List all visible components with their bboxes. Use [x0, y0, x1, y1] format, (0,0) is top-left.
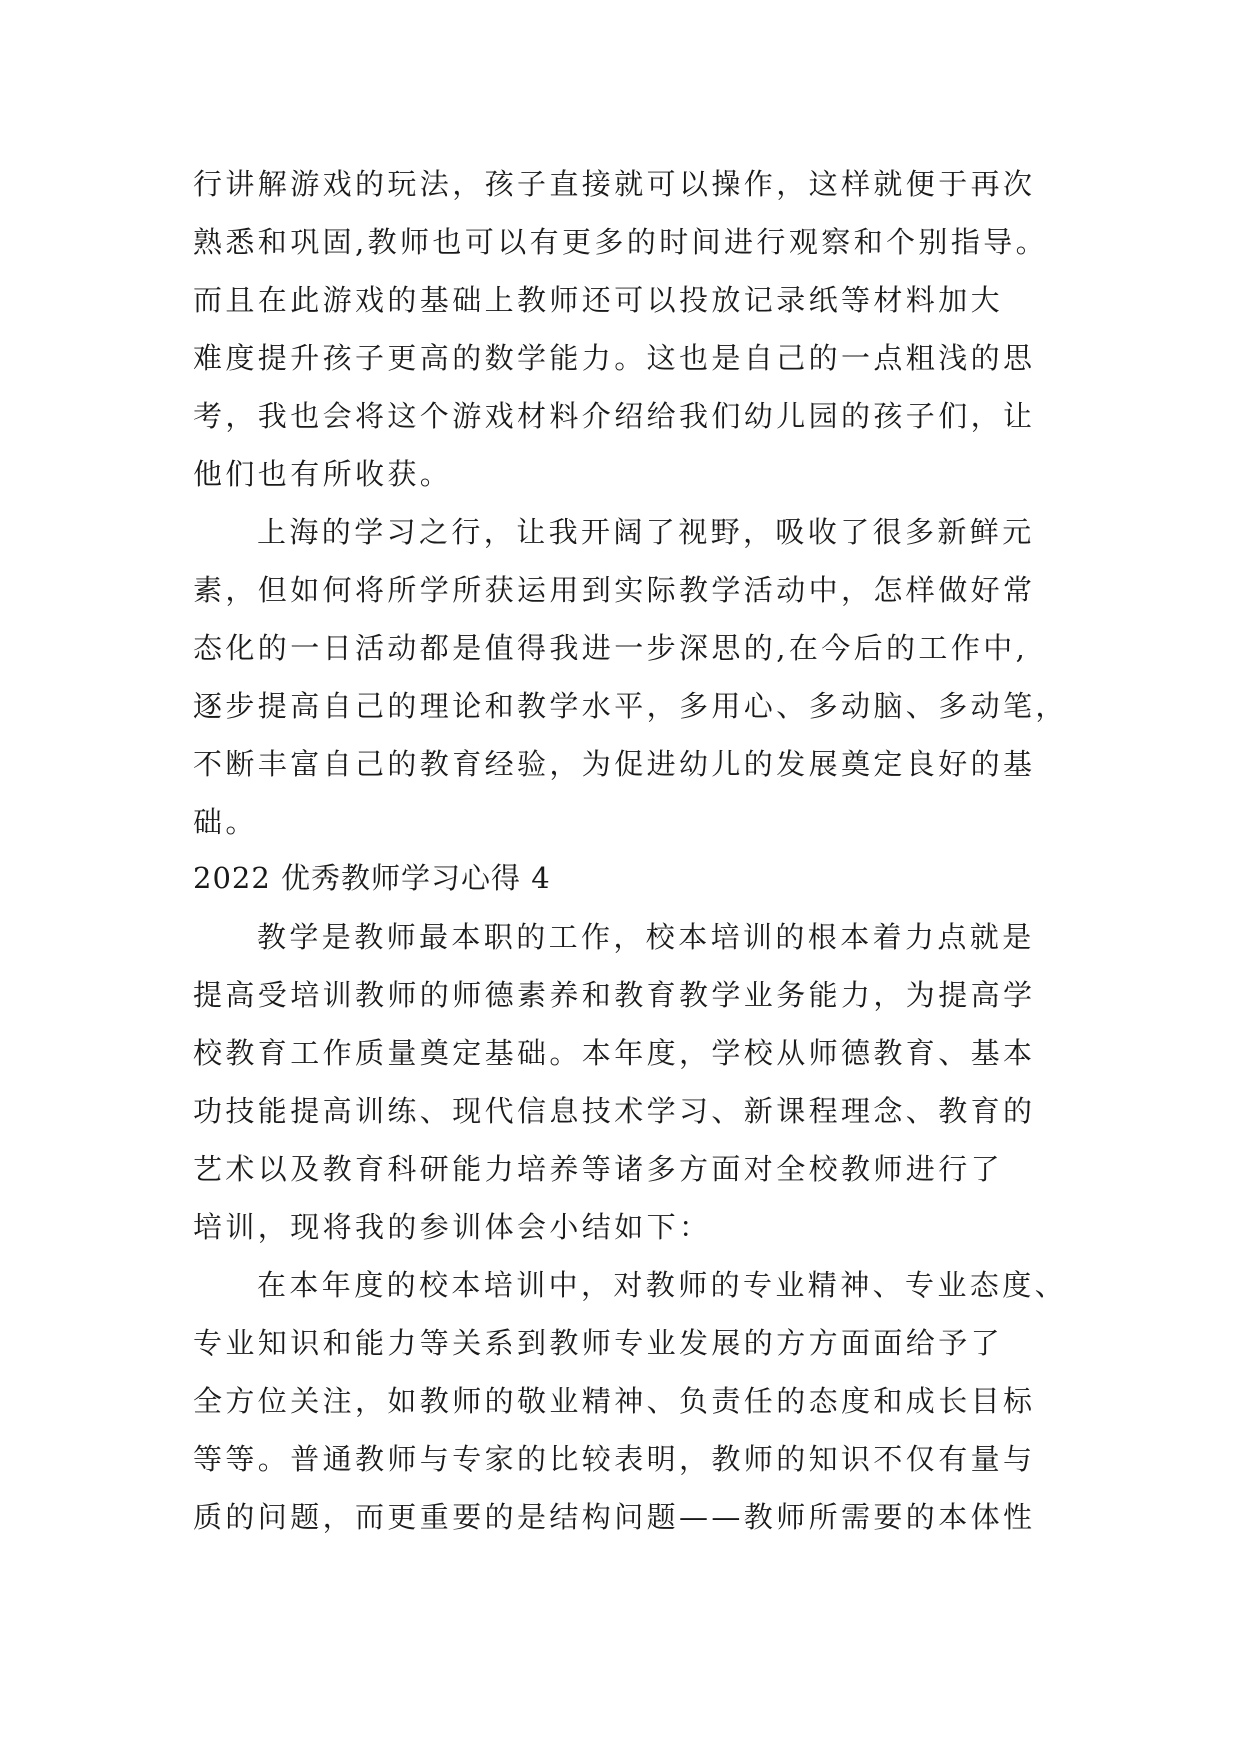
text-line: 上海的学习之行，让我开阔了视野，吸收了很多新鲜元 [257, 515, 1035, 549]
text-line: 专业知识和能力等关系到教师专业发展的方方面面给予了 [193, 1326, 1004, 1360]
text-line: 他们也有所收获。 [193, 457, 453, 491]
text-line: 功技能提高训练、现代信息技术学习、新课程理念、教育的 [193, 1094, 1036, 1128]
text-line: 教学是教师最本职的工作，校本培训的根本着力点就是 [257, 920, 1035, 954]
text-line: 等等。普通教师与专家的比较表明，教师的知识不仅有量与 [193, 1442, 1036, 1476]
section-heading: 2022 优秀教师学习心得 4 [193, 861, 551, 895]
text-line: 难度提升孩子更高的数学能力。这也是自己的一点粗浅的思 [193, 341, 1036, 375]
text-line: 全方位关注，如教师的敬业精神、负责任的态度和成长目标 [193, 1384, 1036, 1418]
text-line: 校教育工作质量奠定基础。本年度，学校从师德教育、基本 [193, 1036, 1036, 1070]
text-line: 素，但如何将所学所获运用到实际教学活动中，怎样做好常 [193, 573, 1036, 607]
text-line: 培训，现将我的参训体会小结如下： [193, 1210, 712, 1244]
text-line: 艺术以及教育科研能力培养等诸多方面对全校教师进行了 [193, 1152, 1004, 1186]
text-line: 提高受培训教师的师德素养和教育教学业务能力，为提高学 [193, 978, 1036, 1012]
text-line: 态化的一日活动都是值得我进一步深思的,在今后的工作中, [193, 631, 1029, 665]
text-line: 行讲解游戏的玩法，孩子直接就可以操作，这样就便于再次 [193, 167, 1036, 201]
text-line: 础。 [193, 805, 258, 839]
text-line: 熟悉和巩固,教师也可以有更多的时间进行观察和个别指导。 [193, 225, 1049, 259]
text-line: 而且在此游戏的基础上教师还可以投放记录纸等材料加大 [193, 283, 1004, 317]
text-line: 考，我也会将这个游戏材料介绍给我们幼儿园的孩子们，让 [193, 399, 1036, 433]
text-line: 质的问题，而更重要的是结构问题——教师所需要的本体性 [193, 1500, 1036, 1534]
text-line: 逐步提高自己的理论和教学水平，多用心、多动脑、多动笔， [193, 689, 1068, 723]
text-line: 在本年度的校本培训中，对教师的专业精神、专业态度、 [257, 1268, 1068, 1302]
text-line: 不断丰富自己的教育经验，为促进幼儿的发展奠定良好的基 [193, 747, 1036, 781]
